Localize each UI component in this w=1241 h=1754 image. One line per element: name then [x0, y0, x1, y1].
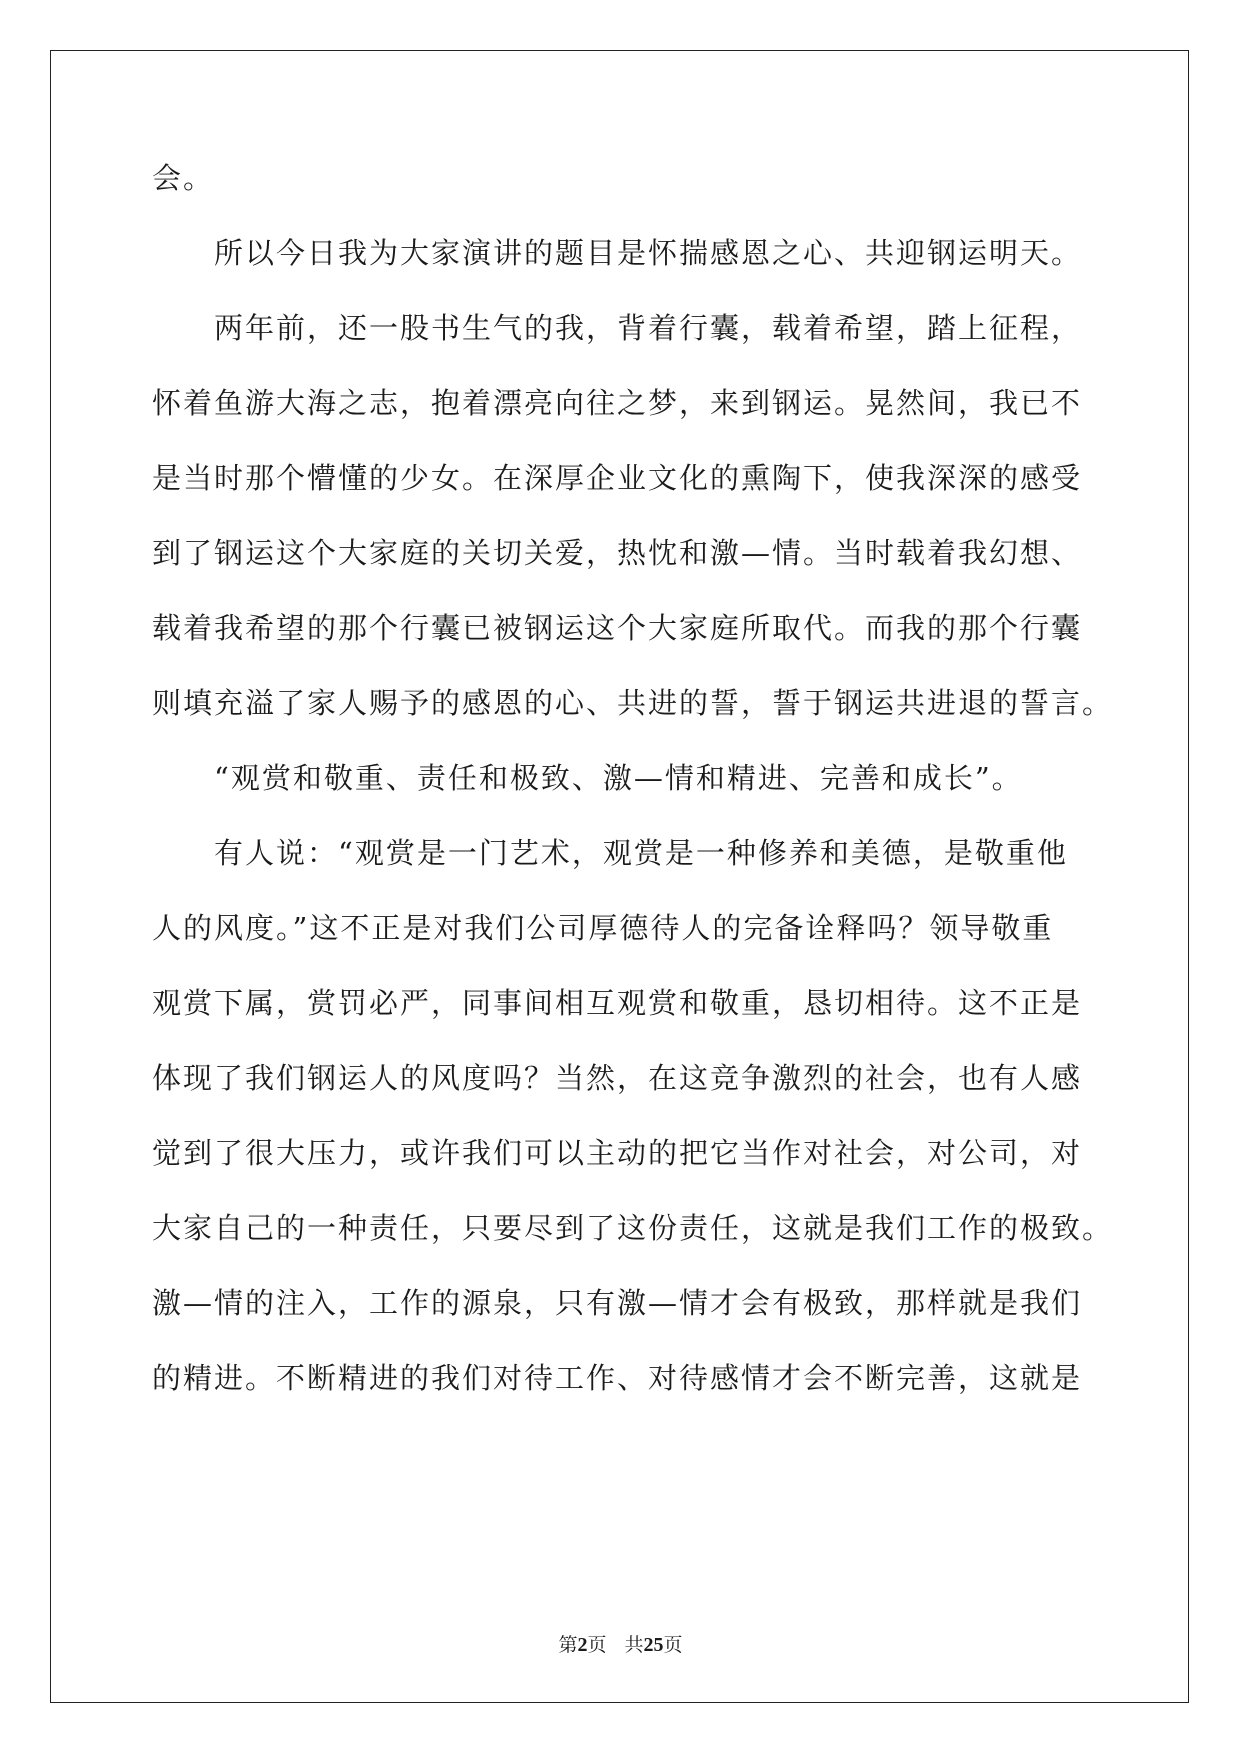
page-border — [50, 50, 1189, 1703]
total-pages: 25 — [643, 1634, 664, 1656]
text-line: 两年前，还一股书生气的我，背着行囊，载着希望，踏上征程， — [152, 311, 1083, 345]
text-line: 体现了我们钢运人的风度吗？当然，在这竞争激烈的社会，也有人感 — [152, 1061, 1083, 1095]
text-line: 大家自己的一种责任，只要尽到了这份责任，这就是我们工作的极致。 — [152, 1211, 1114, 1245]
text-line: 则填充溢了家人赐予的感恩的心、共进的誓，誓于钢运共进退的誓言。 — [152, 686, 1114, 720]
text-line: “观赏和敬重、责任和极致、激—情和精进、完善和成长”。 — [152, 761, 1023, 795]
text-line: 观赏下属，赏罚必严，同事间相互观赏和敬重，恳切相待。这不正是 — [152, 986, 1083, 1020]
text-line: 的精进。不断精进的我们对待工作、对待感情才会不断完善，这就是 — [152, 1361, 1083, 1395]
page-suffix: 页 — [587, 1634, 607, 1656]
total-prefix: 共 — [624, 1634, 644, 1656]
text-line: 觉到了很大压力，或许我们可以主动的把它当作对社会，对公司，对 — [152, 1136, 1083, 1170]
text-line: 会。 — [152, 161, 215, 195]
text-line: 有人说：“观赏是一门艺术，观赏是一种修养和美德，是敬重他 — [152, 836, 1068, 870]
text-line: 所以今日我为大家演讲的题目是怀揣感恩之心、共迎钢运明天。 — [152, 236, 1083, 270]
text-line: 是当时那个懵懂的少女。在深厚企业文化的熏陶下，使我深深的感受 — [152, 461, 1083, 495]
page-prefix: 第 — [558, 1634, 578, 1656]
text-line: 到了钢运这个大家庭的关切关爱，热忱和激—情。当时载着我幻想、 — [152, 536, 1083, 570]
text-line: 怀着鱼游大海之志，抱着漂亮向往之梦，来到钢运。晃然间，我已不 — [152, 386, 1083, 420]
text-line: 人的风度。”这不正是对我们公司厚德待人的完备诠释吗？领导敬重 — [152, 911, 1054, 945]
text-line: 载着我希望的那个行囊已被钢运这个大家庭所取代。而我的那个行囊 — [152, 611, 1083, 645]
text-line: 激—情的注入，工作的源泉，只有激—情才会有极致，那样就是我们 — [152, 1286, 1083, 1320]
page-number: 2 — [577, 1634, 588, 1656]
total-suffix: 页 — [663, 1634, 683, 1656]
page-footer — [0, 1633, 1241, 1657]
